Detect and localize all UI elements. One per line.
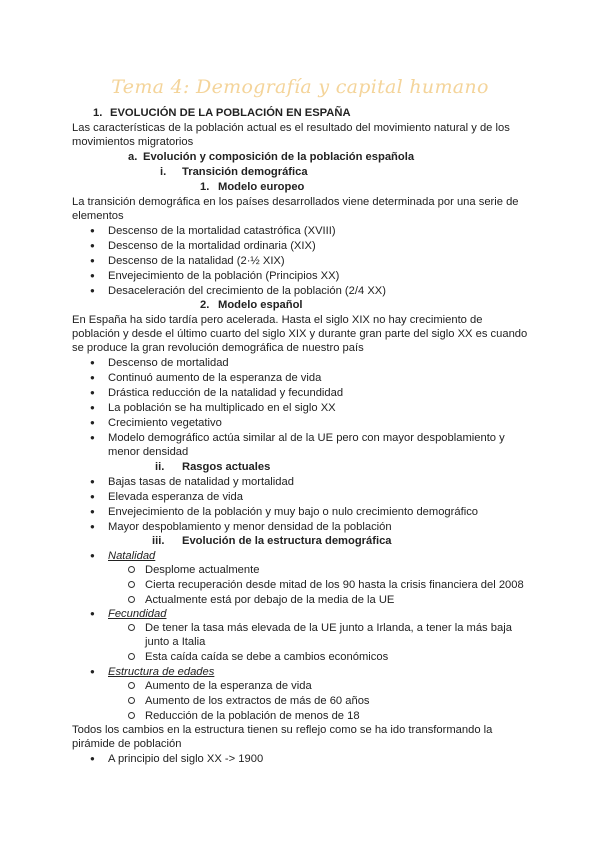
heading-rasgos-actuales: Rasgos actuales [182, 461, 271, 473]
list-item: Crecimiento vegetativo [108, 417, 222, 429]
bullet-icon: ● [90, 667, 95, 676]
europeo-intro-line: elementos [72, 210, 124, 222]
circle-bullet-icon [128, 697, 135, 704]
sub-list-item: Esta caída caída se debe a cambios económicos [145, 651, 389, 663]
fecundidad-label: Fecundidad [108, 608, 167, 620]
heading-1: EVOLUCIÓN DE LA POBLACIÓN EN ESPAÑA [110, 107, 351, 119]
bullet-icon: ● [90, 373, 95, 382]
circle-bullet-icon [128, 653, 135, 660]
heading-ii-number: ii. [155, 461, 165, 473]
list-item: Mayor despoblamiento y menor densidad de la población [108, 521, 392, 533]
list-item: Descenso de la mortalidad ordinaria (XIX) [108, 240, 316, 252]
heading-i: Transición demográfica [182, 166, 308, 178]
bullet-icon: ● [90, 551, 95, 560]
heading-a: Evolución y composición de la población española [143, 151, 415, 163]
circle-bullet-icon [128, 712, 135, 719]
heading-iii-number: iii. [152, 535, 165, 547]
estructura-edades-label: Estructura de edades [108, 666, 215, 678]
sub-list-item: Reducción de la población de menos de 18 [145, 710, 360, 722]
europeo-intro-line: La transición demográfica en los países desarrollados viene determinada por una serie de [72, 196, 519, 208]
circle-bullet-icon [128, 596, 135, 603]
list-item: A principio del siglo XX -> 1900 [108, 753, 264, 765]
heading-modelo-espanol: Modelo español [218, 299, 303, 311]
bullet-icon: ● [90, 609, 95, 618]
sub-list-item: Actualmente está por debajo de la media de la UE [145, 594, 395, 606]
list-item-continuation: menor densidad [108, 446, 189, 458]
bullet-icon: ● [90, 507, 95, 516]
document-title: Tema 4: Demografía y capital humano [111, 76, 489, 98]
natalidad-label: Natalidad [108, 550, 156, 562]
bullet-icon: ● [90, 388, 95, 397]
outro-line: Todos los cambios en la estructura tienen su reflejo como se ha ido transformando la [72, 724, 493, 736]
list-item: Drástica reducción de la natalidad y fecundidad [108, 387, 344, 399]
outro-line: pirámide de población [72, 738, 182, 750]
sub-list-item: Cierta recuperación desde mitad de los 90 hasta la crisis financiera del 2008 [145, 579, 524, 591]
list-item: Continuó aumento de la esperanza de vida [108, 372, 322, 384]
circle-bullet-icon [128, 682, 135, 689]
list-item: Descenso de la natalidad (2·½ XIX) [108, 255, 285, 267]
heading-a-number: a. [128, 151, 138, 163]
heading-1-1-number: 1. [200, 181, 210, 193]
bullet-icon: ● [90, 477, 95, 486]
bullet-icon: ● [90, 226, 95, 235]
bullet-icon: ● [90, 433, 95, 442]
sub-list-item: Aumento de la esperanza de vida [145, 680, 312, 692]
bullet-icon: ● [90, 754, 95, 763]
sub-list-item: Aumento de los extractos de más de 60 años [145, 695, 370, 707]
intro-line: movimientos migratorios [72, 136, 194, 148]
bullet-icon: ● [90, 403, 95, 412]
heading-estructura: Evolución de la estructura demográfica [182, 535, 392, 547]
bullet-icon: ● [90, 241, 95, 250]
list-item: Desaceleración del crecimiento de la población (2/4 XX) [108, 285, 386, 297]
bullet-icon: ● [90, 522, 95, 531]
circle-bullet-icon [128, 624, 135, 631]
sub-list-item: De tener la tasa más elevada de la UE junto a Irlanda, a tener la más baja [145, 622, 512, 634]
heading-modelo-europeo: Modelo europeo [218, 181, 305, 193]
list-item: Envejecimiento de la población y muy bajo o nulo crecimiento demográfico [108, 506, 479, 518]
heading-1-number: 1. [93, 107, 103, 119]
espanol-intro-line: En España ha sido tardía pero acelerada. Hasta el siglo XIX no hay crecimiento de [72, 314, 483, 326]
intro-line: Las características de la población actual es el resultado del movimiento natural y de los [72, 122, 510, 134]
list-item: Descenso de mortalidad [108, 357, 229, 369]
sub-list-item: Desplome actualmente [145, 564, 260, 576]
list-item: Modelo demográfico actúa similar al de la UE pero con mayor despoblamiento y [108, 432, 505, 444]
sub-list-item-continuation: junto a Italia [145, 636, 206, 648]
bullet-icon: ● [90, 256, 95, 265]
espanol-intro-line: población y desde el último cuarto del siglo XIX y durante gran parte del siglo XX es cuando [72, 328, 528, 340]
bullet-icon: ● [90, 358, 95, 367]
bullet-icon: ● [90, 271, 95, 280]
list-item: Descenso de la mortalidad catastrófica (XVIII) [108, 225, 336, 237]
bullet-icon: ● [90, 492, 95, 501]
list-item: Elevada esperanza de vida [108, 491, 243, 503]
list-item: La población se ha multiplicado en el siglo XX [108, 402, 336, 414]
list-item: Envejecimiento de la población (Principios XX) [108, 270, 340, 282]
list-item: Bajas tasas de natalidad y mortalidad [108, 476, 294, 488]
heading-1-2-number: 2. [200, 299, 210, 311]
bullet-icon: ● [90, 418, 95, 427]
bullet-icon: ● [90, 286, 95, 295]
espanol-intro-line: se produce la gran revolución demográfica de nuestro país [72, 342, 364, 354]
heading-i-number: i. [160, 166, 167, 178]
circle-bullet-icon [128, 566, 135, 573]
circle-bullet-icon [128, 581, 135, 588]
